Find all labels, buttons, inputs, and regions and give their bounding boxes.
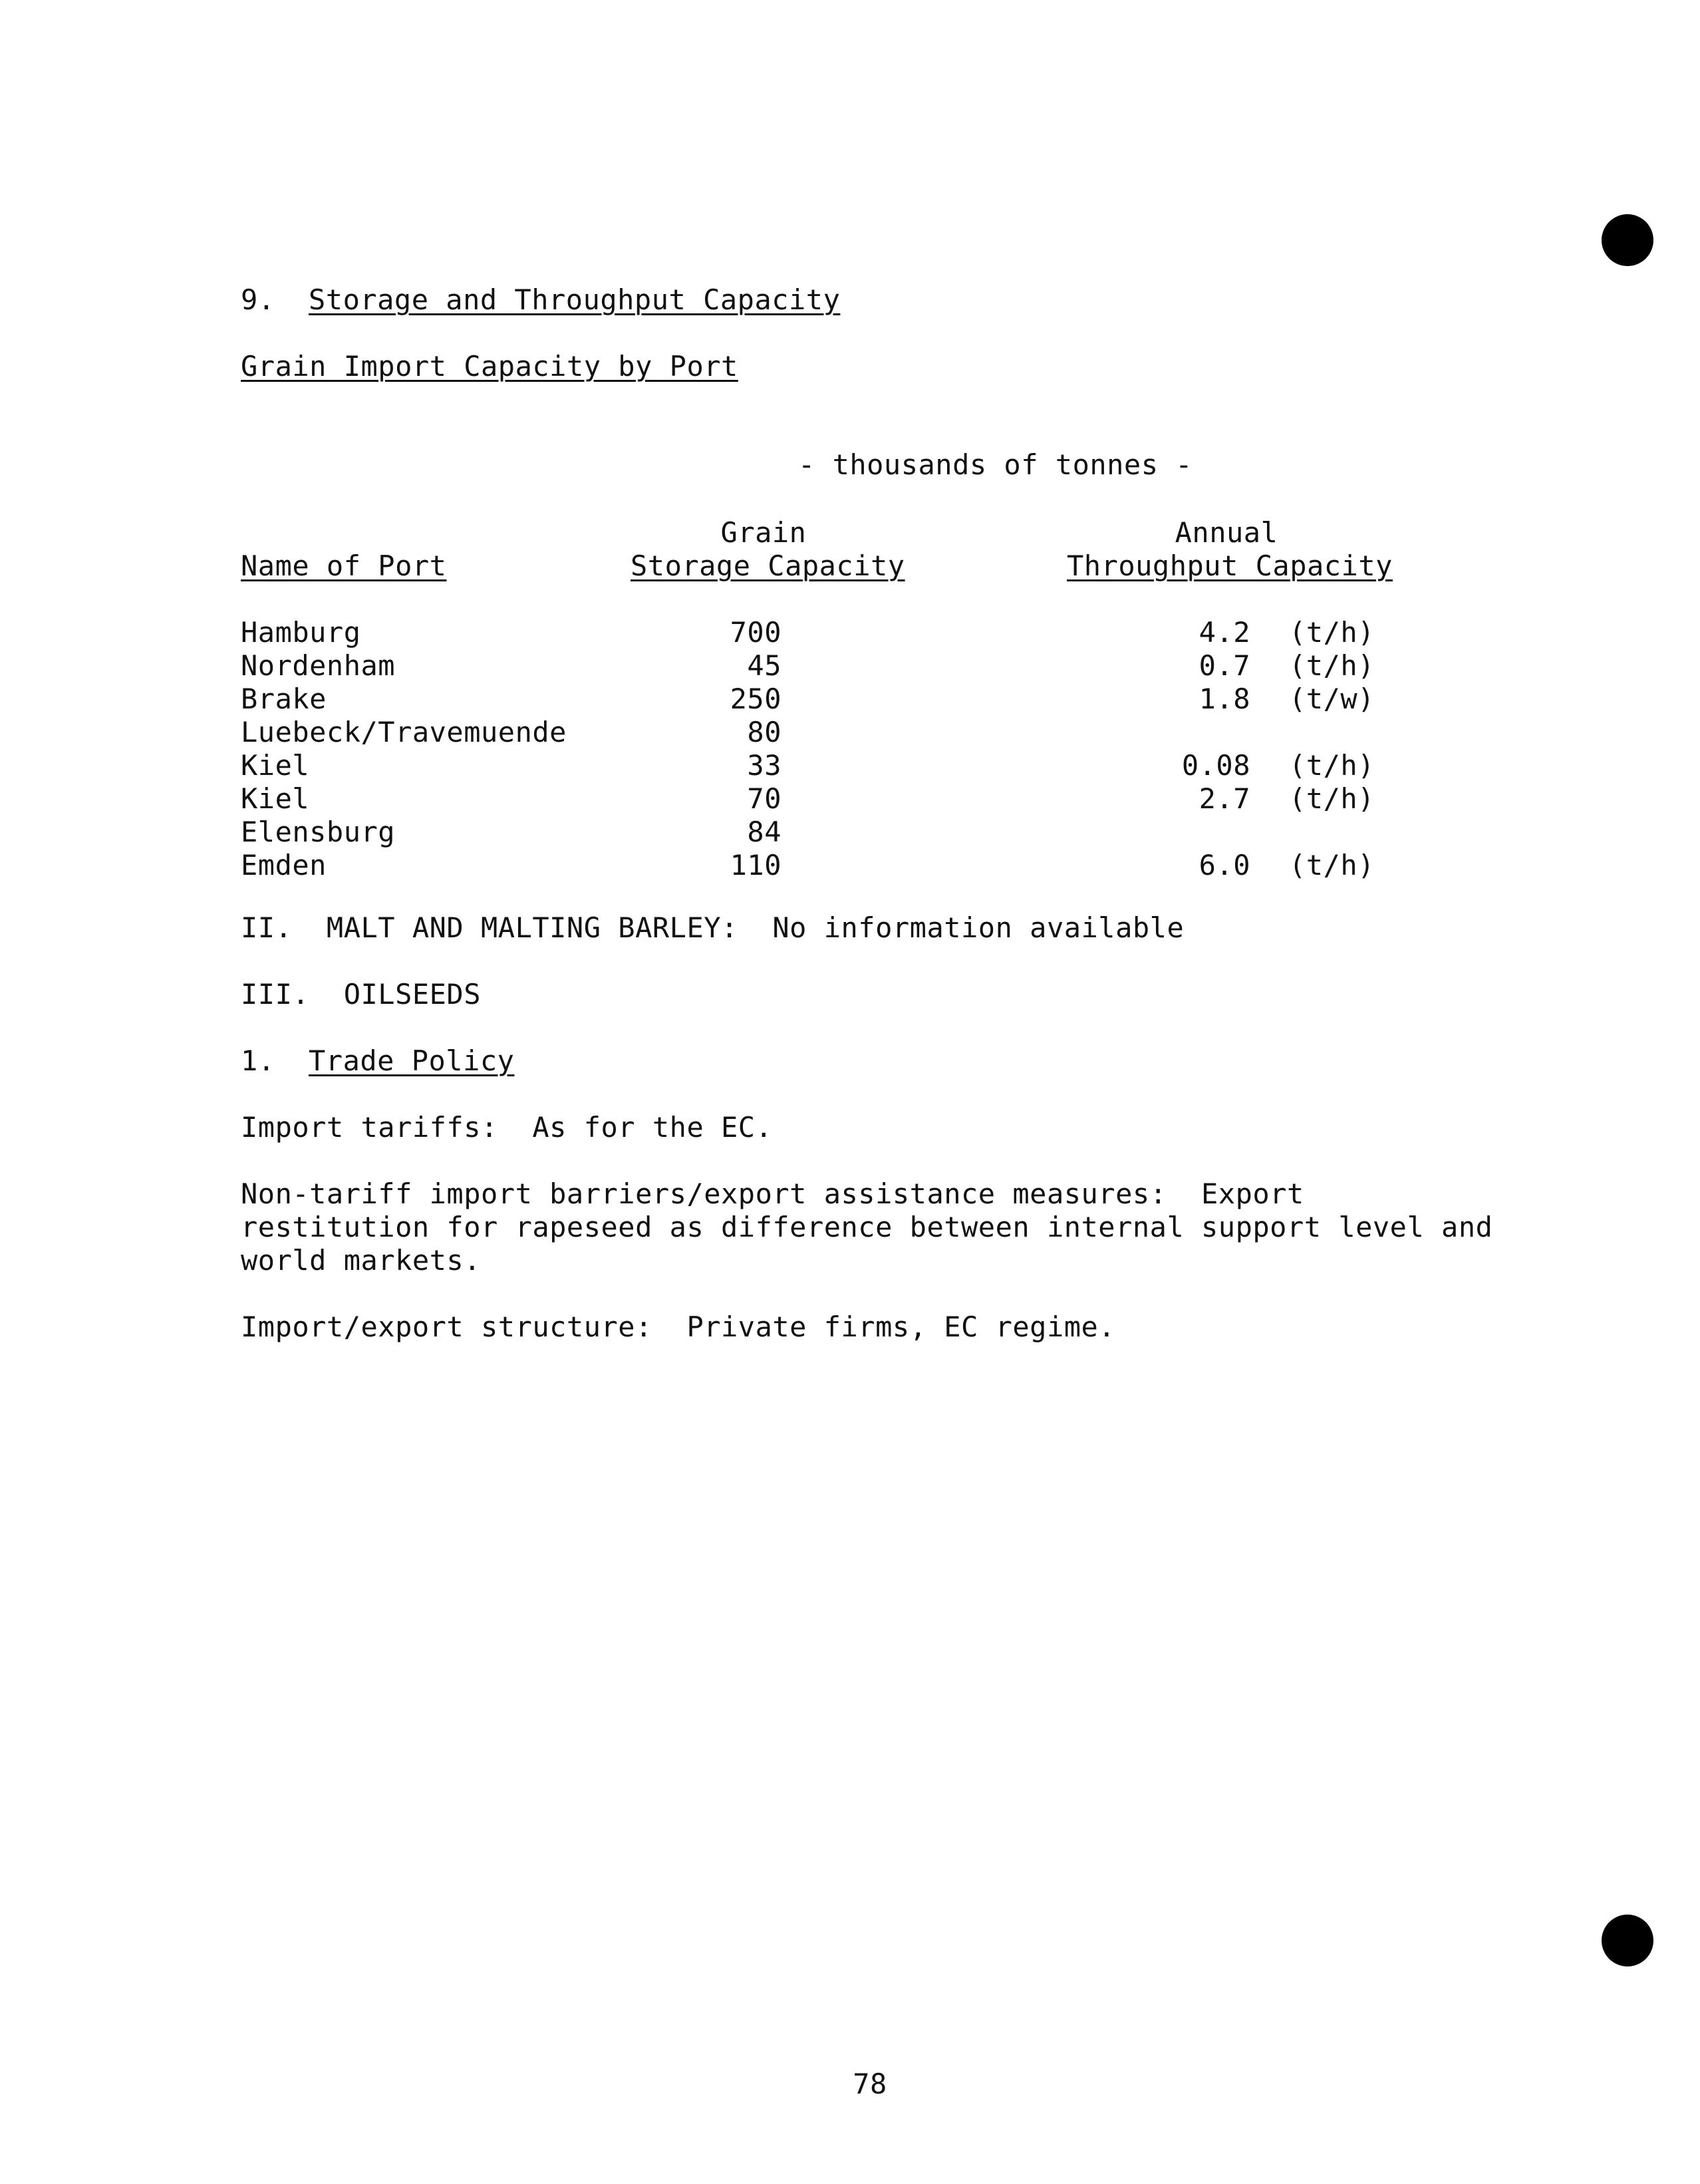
port-name: Nordenham bbox=[241, 649, 396, 682]
trade-policy-title: Trade Policy bbox=[309, 1044, 515, 1077]
port-name: Luebeck/Travemuende bbox=[241, 716, 567, 748]
binder-hole-top bbox=[1602, 214, 1653, 266]
throughput-value: 0.08 bbox=[1181, 749, 1250, 782]
table-row bbox=[0, 616, 1700, 649]
throughput-value: 4.2 bbox=[1199, 616, 1250, 649]
throughput-unit: (t/h) bbox=[1289, 749, 1375, 782]
table-row bbox=[0, 649, 1700, 683]
table-row bbox=[0, 782, 1700, 816]
storage-value: 250 bbox=[730, 683, 781, 715]
oilseeds-heading: III. OILSEEDS bbox=[241, 978, 482, 1011]
subtitle: Grain Import Capacity by Port bbox=[241, 350, 738, 383]
throughput-value: 6.0 bbox=[1199, 849, 1250, 881]
header-port: Name of Port bbox=[241, 549, 447, 582]
storage-value: 33 bbox=[747, 749, 781, 782]
storage-value: 700 bbox=[730, 616, 781, 649]
storage-value: 70 bbox=[747, 782, 781, 815]
table-row bbox=[0, 749, 1700, 782]
throughput-value: 1.8 bbox=[1199, 683, 1250, 715]
port-name: Elensburg bbox=[241, 816, 396, 848]
binder-hole-bottom bbox=[1602, 1915, 1653, 1966]
section-number: 9. bbox=[241, 283, 275, 316]
malt-heading: II. MALT AND MALTING BARLEY: No information available bbox=[241, 911, 1185, 944]
table-row bbox=[0, 849, 1700, 882]
page-number: 78 bbox=[853, 2068, 887, 2100]
paragraph-line: world markets. bbox=[241, 1244, 482, 1277]
port-name: Kiel bbox=[241, 782, 310, 815]
throughput-unit: (t/h) bbox=[1289, 782, 1375, 815]
header-storage-line2: Storage Capacity bbox=[631, 549, 905, 582]
table-row bbox=[0, 716, 1700, 749]
storage-value: 110 bbox=[730, 849, 781, 881]
storage-value: 80 bbox=[747, 716, 781, 748]
throughput-unit: (t/h) bbox=[1289, 849, 1375, 881]
port-name: Kiel bbox=[241, 749, 310, 782]
table-row bbox=[0, 816, 1700, 849]
header-storage-line1: Grain bbox=[720, 516, 807, 549]
throughput-unit: (t/h) bbox=[1289, 616, 1375, 649]
import-tariffs-paragraph: Import tariffs: As for the EC. bbox=[241, 1111, 773, 1144]
table-row bbox=[0, 683, 1700, 716]
throughput-value: 2.7 bbox=[1199, 782, 1250, 815]
paragraph-line: restitution for rapeseed as difference between internal support level and bbox=[241, 1211, 1493, 1243]
throughput-unit: (t/h) bbox=[1289, 649, 1375, 682]
section-title: Storage and Throughput Capacity bbox=[309, 283, 841, 316]
port-name: Emden bbox=[241, 849, 327, 881]
throughput-unit: (t/w) bbox=[1289, 683, 1375, 715]
header-throughput-line1: Annual bbox=[1175, 516, 1278, 549]
storage-value: 84 bbox=[747, 816, 781, 848]
units-note: - thousands of tonnes - bbox=[798, 448, 1193, 481]
port-name: Brake bbox=[241, 683, 327, 715]
trade-policy-number: 1. bbox=[241, 1044, 275, 1077]
header-throughput-line2: Throughput Capacity bbox=[1067, 549, 1393, 582]
port-name: Hamburg bbox=[241, 616, 361, 649]
structure-paragraph: Import/export structure: Private firms, EC regime. bbox=[241, 1311, 1116, 1343]
throughput-value: 0.7 bbox=[1199, 649, 1250, 682]
paragraph-line: Non-tariff import barriers/export assistance measures: Export bbox=[241, 1177, 1304, 1210]
storage-value: 45 bbox=[747, 649, 781, 682]
